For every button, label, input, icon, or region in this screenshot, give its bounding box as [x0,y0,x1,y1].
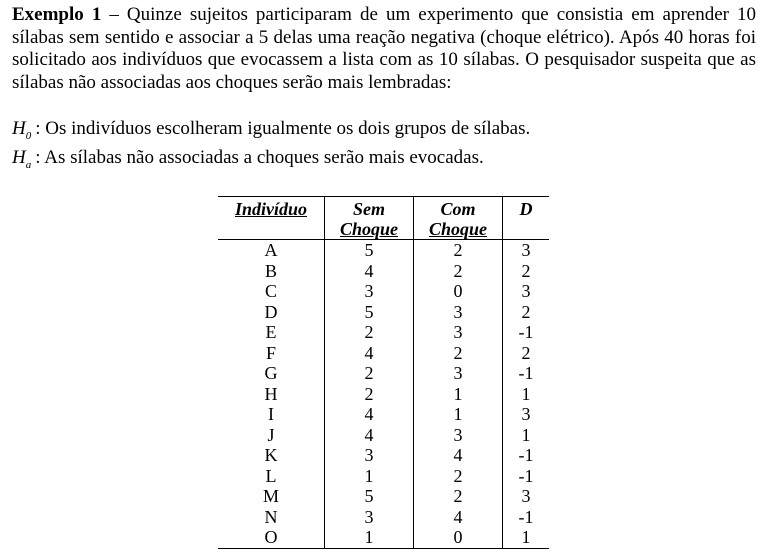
cell-individuo: L [265,465,277,486]
cell-individuo: F [265,342,276,363]
table-row [218,507,549,528]
cell-com-choque: 2 [414,240,503,261]
alternative-hypothesis [12,147,484,176]
cell-d: 2 [503,261,550,282]
table-row [218,281,549,302]
cell-com-choque: 4 [414,445,503,466]
cell-d: 2 [503,343,550,364]
cell-com-choque: 2 [414,466,503,487]
cell-individuo: B [264,260,277,281]
table-row [218,486,549,507]
cell-sem-choque: 4 [325,404,414,425]
table-row [218,343,549,364]
cell-sem-choque: 5 [325,240,414,261]
cell-com-choque: 2 [414,486,503,507]
null-hypothesis-subscript: 0 [25,130,32,142]
alternative-hypothesis-subscript: a [25,159,32,171]
intro-text: Quinze sujeitos participaram de um experimento que consistia em aprender 10 sílabas sem sentido e associar a 5 delas uma reação negativa (choque elétrico). Após 40 horas foi solicitado aos indivíduos que evocassem a lista com as 10 sílabas. O pesquisador suspeita que as sílabas não associadas aos choques serão mais lembradas: [12,4,757,93]
table-row [218,261,549,282]
cell-sem-choque: 2 [325,384,414,405]
cell-sem-choque: 4 [325,425,414,446]
cell-individuo: N [264,506,278,527]
cell-sem-choque: 3 [325,281,414,302]
table-row [218,322,549,343]
cell-individuo: J [267,424,275,445]
null-hypothesis-text: Os indivíduos escolheram igualmente os dois grupos de sílabas. [45,118,531,139]
cell-individuo: K [264,445,278,465]
table-row [218,384,549,405]
header-d: D [503,197,550,240]
table-row [218,445,549,466]
cell-individuo: E [265,322,277,342]
cell-d: -1 [503,466,550,487]
cell-com-choque: 1 [414,384,503,405]
table-row [218,363,549,384]
table-row [218,240,549,261]
cell-sem-choque: 3 [325,507,414,528]
intro-paragraph [12,4,756,94]
cell-com-choque: 4 [414,507,503,528]
cell-d: -1 [503,363,550,384]
cell-d: 1 [503,527,550,548]
cell-d: 1 [503,425,550,446]
cell-sem-choque: 2 [325,322,414,343]
cell-d: 2 [503,302,550,323]
cell-d: -1 [503,507,550,528]
cell-individuo: O [218,527,325,548]
header-individuo: Indivíduo [218,197,325,240]
null-hypothesis-symbol: H [12,118,26,139]
cell-individuo: I [268,404,274,424]
cell-d: 3 [503,240,550,261]
cell-sem-choque: 2 [325,363,414,384]
cell-individuo: M [262,486,279,506]
cell-individuo: H [264,383,278,404]
cell-com-choque: 3 [414,363,503,384]
cell-com-choque: 0 [414,281,503,302]
cell-sem-choque: 4 [325,343,414,364]
header-sem-choque: Sem Choque [325,197,414,240]
table-row [218,527,549,548]
cell-d: -1 [503,445,550,466]
cell-sem-choque: 3 [325,445,414,466]
cell-individuo: G [264,363,278,383]
cell-sem-choque: 5 [325,486,414,507]
cell-d: 1 [503,384,550,405]
document-page [12,4,757,547]
cell-com-choque: 2 [414,261,503,282]
alternative-hypothesis-symbol: H [12,147,26,168]
cell-d: 3 [503,404,550,425]
cell-d: 3 [503,281,550,302]
table-row [218,404,549,425]
intro-dash: – [101,4,127,25]
cell-com-choque: 3 [414,425,503,446]
cell-com-choque: 3 [414,322,503,343]
cell-d: 3 [503,486,550,507]
alternative-hypothesis-colon: : [35,147,41,168]
cell-d: -1 [503,322,550,343]
header-com-choque: Com Choque [414,197,503,240]
cell-individuo: A [264,240,278,260]
null-hypothesis-colon: : [35,118,41,139]
example-label: Exemplo 1 [12,4,102,25]
cell-sem-choque: 5 [325,302,414,323]
null-hypothesis [12,118,530,147]
cell-com-choque: 1 [414,404,503,425]
cell-individuo: C [264,281,277,301]
table-row [218,466,549,487]
cell-sem-choque: 1 [325,466,414,487]
data-table [218,196,549,549]
table-body [218,240,549,549]
table-row [218,425,549,446]
cell-com-choque: 0 [414,527,503,548]
cell-individuo: D [264,301,278,322]
alternative-hypothesis-text: As sílabas não associadas a choques serão mais evocadas. [44,147,484,168]
cell-sem-choque: 1 [325,527,414,548]
table-header-row [218,197,549,240]
cell-com-choque: 3 [414,302,503,323]
cell-com-choque: 2 [414,343,503,364]
cell-sem-choque: 4 [325,261,414,282]
table-row [218,302,549,323]
